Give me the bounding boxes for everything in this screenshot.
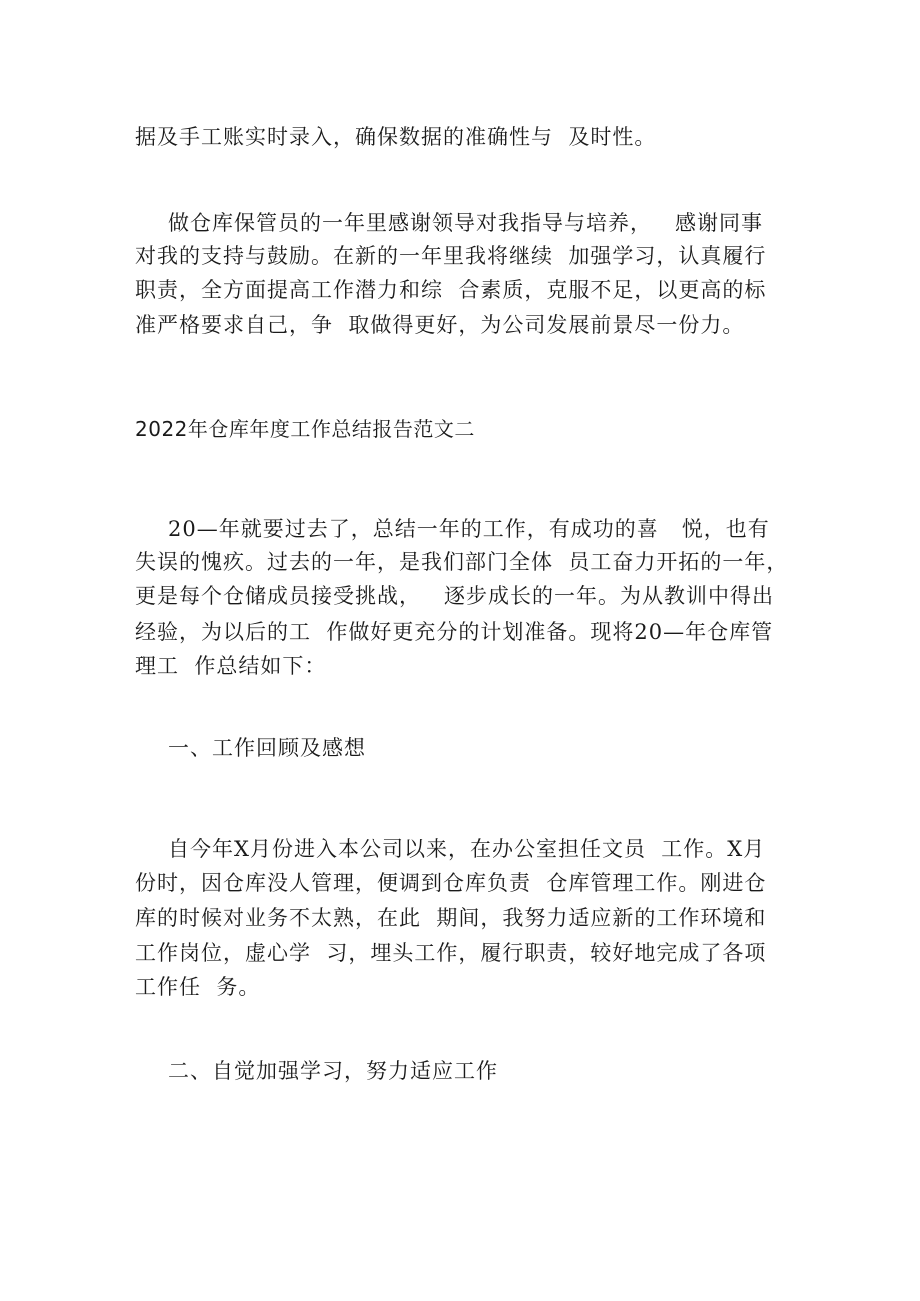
paragraph-line: 工作岗位，虚心学 习，埋头工作，履行职责，较好地完成了各项 [135,941,767,965]
paragraph-line: 理工 作总结如下： [135,654,327,678]
subheading: 一、工作回顾及感想 [168,736,366,760]
paragraph-line: 自今年X月份进入本公司以来，在办公室担任文员 工作。X月 [168,837,766,861]
subheading: 二、自觉加强学习，努力适应工作 [168,1059,498,1083]
paragraph-line: 工作任 务。 [135,975,261,999]
paragraph-line: 做仓库保管员的一年里感谢领导对我指导与培养， 感谢同事 [168,211,764,235]
paragraph-line: 对我的支持与鼓励。在新的一年里我将继续 加强学习，认真履行 [135,244,767,268]
section-title: 2022年仓库年度工作总结报告范文二 [135,417,475,441]
paragraph-line: 职责，全方面提高工作潜力和综 合素质，克服不足，以更高的标 [135,278,767,302]
paragraph-line: 经验，为以后的工 作做好更充分的计划准备。现将20—年仓库管 [135,620,774,644]
paragraph-line: 准严格要求自己，争 取做得更好，为公司发展前景尽一份力。 [135,313,745,337]
paragraph-line: 份时，因仓库没人管理，便调到仓库负责 仓库管理工作。刚进仓 [135,871,767,895]
paragraph-line: 失误的愧疚。过去的一年，是我们部门全体 员工奋力开拓的一年， [135,550,789,574]
paragraph-line: 20—年就要过去了，总结一年的工作，有成功的喜 悦，也有 [168,517,770,541]
paragraph-line: 据及手工账实时录入，确保数据的准确性与 及时性。 [135,125,657,149]
paragraph-line: 库的时候对业务不太熟，在此 期间，我努力适应新的工作环境和 [135,906,767,930]
paragraph-line: 更是每个仓储成员接受挑战， 逐步成长的一年。为从教训中得出 [135,584,775,608]
